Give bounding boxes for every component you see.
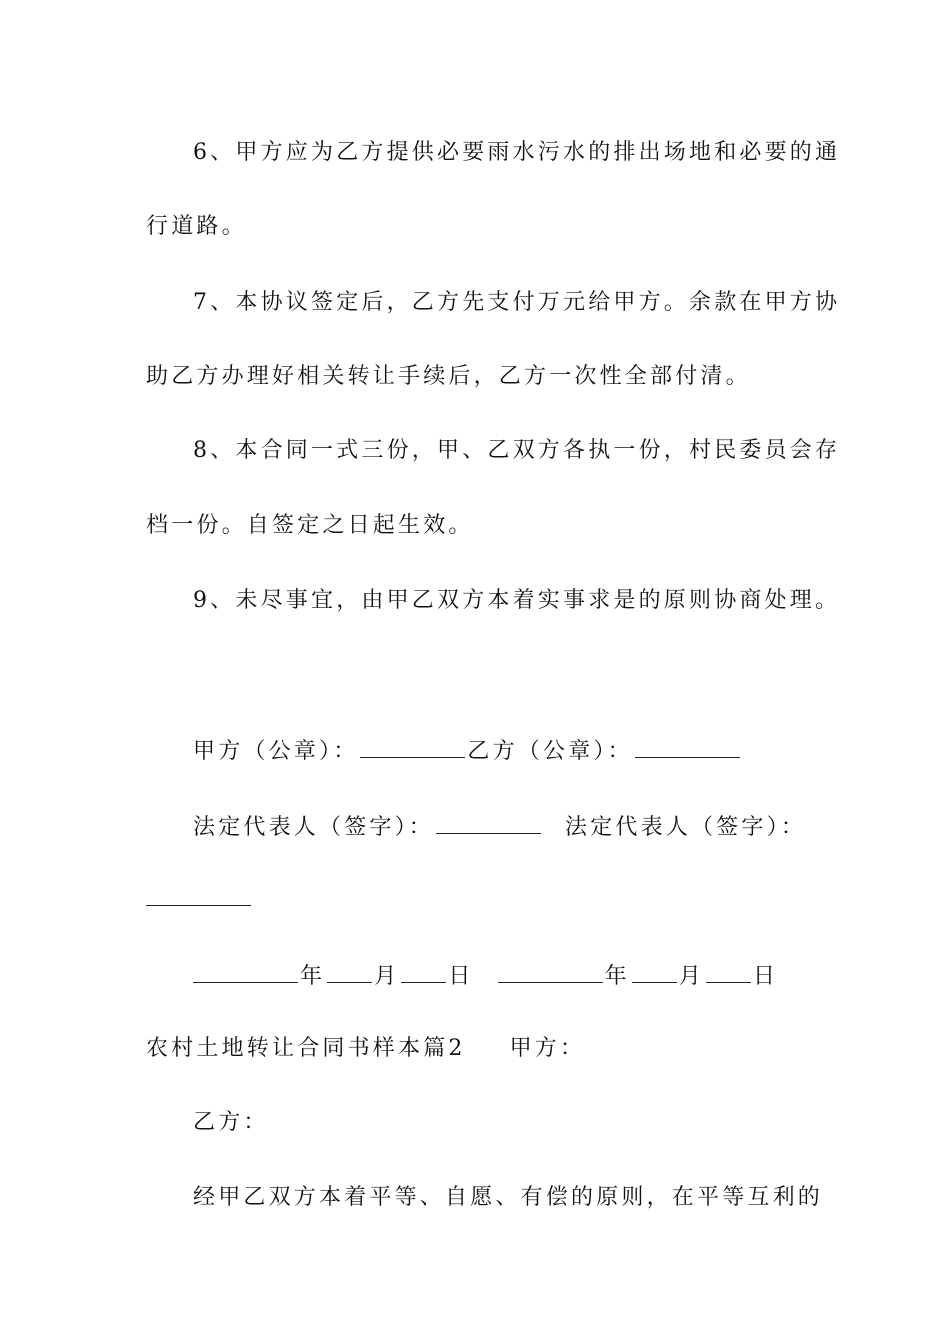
clause-7-line-2: 助乙方办理好相关转让手续后，乙方一次性全部付清。	[146, 364, 751, 389]
section-2-heading-line	[146, 1034, 816, 1064]
clause-7-line-1: 7、本协议签定后，乙方先支付万元给甲方。余款在甲方协	[193, 290, 841, 315]
date-b-month-blank	[632, 960, 677, 983]
section-2-intro-line-1: 经甲乙双方本着平等、自愿、有偿的原则，在平等互利的	[193, 1185, 824, 1210]
legal-rep-b-label: 法定代表人（签字）：	[565, 815, 807, 840]
date-b-year-label: 年	[604, 964, 630, 989]
legal-rep-a-label: 法定代表人（签字）：	[193, 815, 435, 840]
clause-9-line-1: 9、未尽事宜，由甲乙双方本着实事求是的原则协商处理。	[193, 588, 841, 613]
date-a-month-label: 月	[374, 964, 400, 989]
clause-6-line-2: 行道路。	[146, 214, 247, 239]
party-b-seal-label: 乙方（公章）：	[467, 739, 633, 764]
legal-rep-a-blank	[436, 811, 541, 834]
date-b-month-label: 月	[678, 964, 705, 989]
legal-rep-b-blank-line	[146, 883, 816, 915]
party-a-seal-label: 甲方（公章）：	[193, 739, 359, 764]
legal-rep-b-blank	[146, 883, 251, 906]
section-2-party-a: 甲方：	[509, 1036, 586, 1061]
clause-8-line-1: 8、本合同一式三份，甲、乙双方各执一份，村民委员会存	[193, 438, 841, 463]
section-2-party-b: 乙方：	[193, 1110, 269, 1135]
date-b-year-blank	[498, 960, 603, 983]
date-b-day-blank	[706, 960, 751, 983]
date-a-day-label: 日	[448, 964, 474, 989]
date-a-month-blank	[327, 960, 372, 983]
date-a-year-blank	[193, 960, 298, 983]
seal-line	[193, 735, 863, 767]
date-line	[193, 960, 863, 992]
clause-8-line-2: 档一份。自签定之日起生效。	[146, 513, 474, 538]
legal-rep-line	[193, 811, 863, 843]
date-a-year-label: 年	[300, 964, 326, 989]
clause-6-line-1: 6、甲方应为乙方提供必要雨水污水的排出场地和必要的通	[193, 140, 841, 165]
date-a-day-blank	[401, 960, 446, 983]
section-2-title: 农村土地转让合同书样本篇2	[146, 1036, 466, 1061]
party-b-seal-blank	[635, 735, 740, 758]
date-b-day-label: 日	[753, 964, 779, 989]
party-a-seal-blank	[360, 735, 465, 758]
